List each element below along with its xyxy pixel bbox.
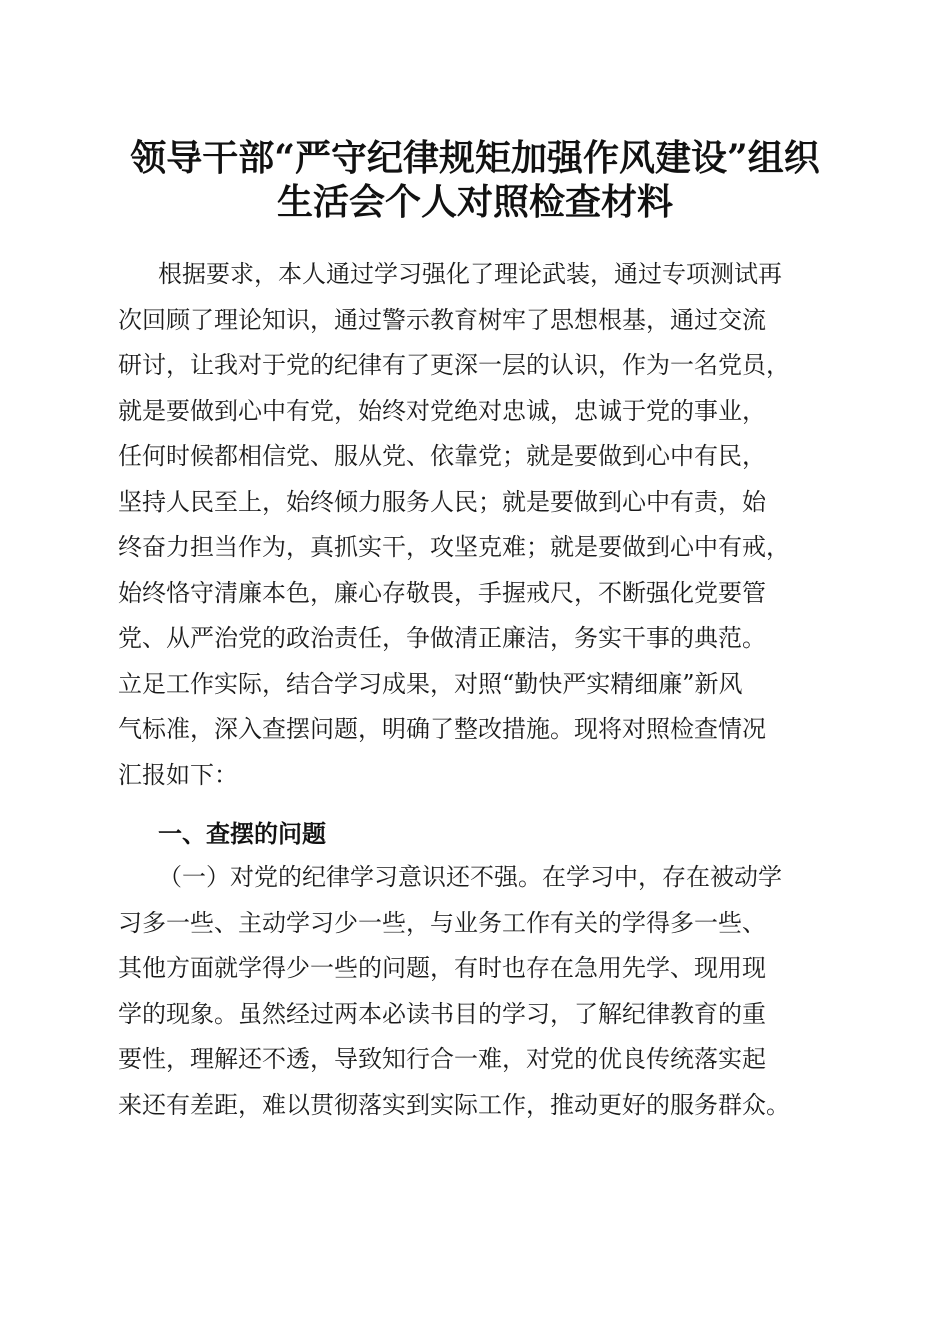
title-line: 生活会个人对照检查材料 <box>276 181 673 223</box>
paragraph-line: 终奋力担当作为，真抓实干，攻坚克难；就是要做到心中有戒， <box>118 533 790 561</box>
section1-paragraph <box>118 855 838 1128</box>
paragraph-line: 习多一些、主动学习少一些，与业务工作有关的学得多一些、 <box>118 908 766 937</box>
paragraph-line: 党、从严治党的政治责任，争做清正廉洁，务实干事的典范。 <box>118 624 766 652</box>
paragraph-line: 根据要求，本人通过学习强化了理论武装，通过专项测试再 <box>158 260 782 288</box>
intro-paragraph <box>118 252 838 798</box>
paragraph-line: 任何时候都相信党、服从党、依靠党；就是要做到心中有民， <box>118 442 766 470</box>
document-title <box>90 136 860 224</box>
section-heading: 一、查摆的问题 <box>158 820 326 848</box>
paragraph-line: 来还有差距，难以贯彻落实到实际工作，推动更好的服务群众。 <box>118 1090 790 1119</box>
paragraph-line: 始终恪守清廉本色，廉心存敬畏，手握戒尺，不断强化党要管 <box>118 578 766 607</box>
paragraph-line: 次回顾了理论知识，通过警示教育树牢了思想根基，通过交流 <box>118 305 766 334</box>
paragraph-line: 要性，理解还不透，导致知行合一难，对党的优良传统落实起 <box>118 1045 766 1073</box>
paragraph-line: 其他方面就学得少一些的问题，有时也存在急用先学、现用现 <box>118 954 766 982</box>
paragraph-line: 立足工作实际，结合学习成果，对照“勤快严实精细廉”新风 <box>118 669 743 698</box>
paragraph-line: 汇报如下： <box>118 760 238 789</box>
paragraph-line: 研讨，让我对于党的纪律有了更深一层的认识，作为一名党员， <box>118 351 790 379</box>
paragraph-line: 就是要做到心中有党，始终对党绝对忠诚，忠诚于党的事业， <box>118 396 766 425</box>
paragraph-line: （一）对党的纪律学习意识还不强。在学习中，存在被动学 <box>158 863 782 891</box>
paragraph-line: 坚持人民至上，始终倾力服务人民；就是要做到心中有责，始 <box>118 487 766 516</box>
paragraph-line: 气标准，深入查摆问题，明确了整改措施。现将对照检查情况 <box>118 715 766 743</box>
title-line: 领导干部“严守纪律规矩加强作风建设”组织 <box>130 137 820 179</box>
paragraph-line: 学的现象。虽然经过两本必读书目的学习，了解纪律教育的重 <box>118 999 766 1028</box>
